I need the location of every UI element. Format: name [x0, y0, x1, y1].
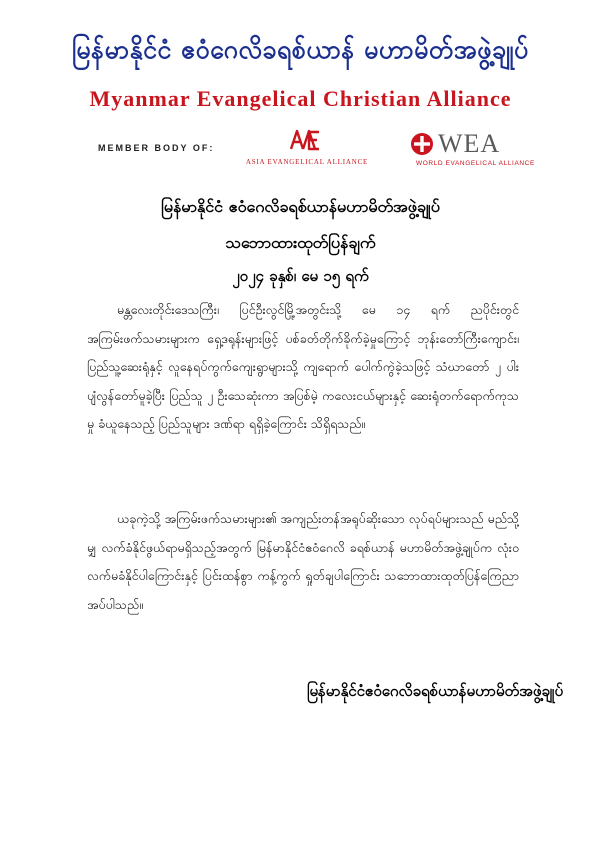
aea-logo-icon	[288, 127, 324, 153]
aea-logo-text: ASIA EVANGELICAL ALLIANCE	[245, 158, 369, 166]
statement-date: ၂၀၂၄ ခုနှစ်၊ မေ ၁၅ ရက်	[232, 267, 369, 285]
wea-globe-cross-icon	[410, 132, 434, 156]
statement-paragraph-1: မန္တလေးတိုင်းဒေသကြီး၊ ပြင်ဦးလွင်မြို့အတွင်းသို့ မေ ၁၄ ရက် ညပိုင်းတွင် အကြမ်းဖက်သမားများက ရှေ့ဒရုန်းများဖြင့် ပစ်ခတ်တိုက်ခိုက်ခဲ့မှုကြောင့် ဘုန်းတော်ကြီးကျောင်း၊ ပြည်သူ့ဆေးရုံနှင့် လူနေရပ်ကွက်ကျေးရွာများသို့ ကျရောက် ပေါက်ကွဲခဲ့သဖြင့် သံဃာတော် ၂ ပါး ပျံလွန်တော်မူခဲ့ပြီး ပြည်သူ ၂ ဦးသေဆုံးကာ အပြစ်မဲ့ ကလေးငယ်များနှင့် ဆေးရုံတက်ရောက်ကုသမှု ခံယူနေသည့် ပြည်သူများ ဒဏ်ရာ ရရှိခဲ့ကြောင်း သိရှိရသည်။	[87, 302, 519, 431]
aea-logo	[244, 127, 370, 169]
org-name-myanmar: မြန်မာနိုင်ငံ ဧဝံဂေလိခရစ်ယာန် မဟာမိတ်အဖွဲ့ချုပ်	[72, 35, 529, 64]
statement-org-title: မြန်မာနိုင်ငံ ဧဝံဂေလိခရစ်ယာန်မဟာမိတ်အဖွဲ့ချုပ်	[161, 197, 440, 216]
org-name-english: Myanmar Evangelical Christian Alliance	[89, 86, 512, 111]
statement-paragraph-2: ယခုကဲ့သို့ အကြမ်းဖက်သမားများ၏ အကျည်းတန်အရုပ်ဆိုးသော လုပ်ရပ်များသည် မည်သို့မျှ လက်ခံနိုင်ဖွယ်ရာမရှိသည့်အတွက် မြန်မာနိုင်ငံဧဝံဂေလိ ခရစ်ယာန် မဟာမိတ်အဖွဲ့ချုပ်က လုံးဝလက်မခံနိုင်ပါကြောင်းနှင့် ပြင်းထန်စွာ ကန့်ကွက် ရှုတ်ချပါကြောင်း သဘောထားထုတ်ပြန်ကြေညာအပ်ပါသည်။	[87, 511, 519, 612]
member-body-label: MEMBER BODY OF:	[98, 143, 215, 153]
signature: မြန်မာနိုင်ငံဧဝံဂေလိခရစ်ယာန်မဟာမိတ်အဖွဲ့ချုပ်	[306, 682, 563, 700]
statement-doc-title: သဘောထားထုတ်ပြန်ချက်	[225, 233, 376, 252]
wea-logo	[410, 129, 535, 170]
wea-logo-subtext: WORLD EVANGELICAL ALLIANCE	[416, 160, 535, 167]
wea-logo-text: WEA	[438, 129, 501, 158]
